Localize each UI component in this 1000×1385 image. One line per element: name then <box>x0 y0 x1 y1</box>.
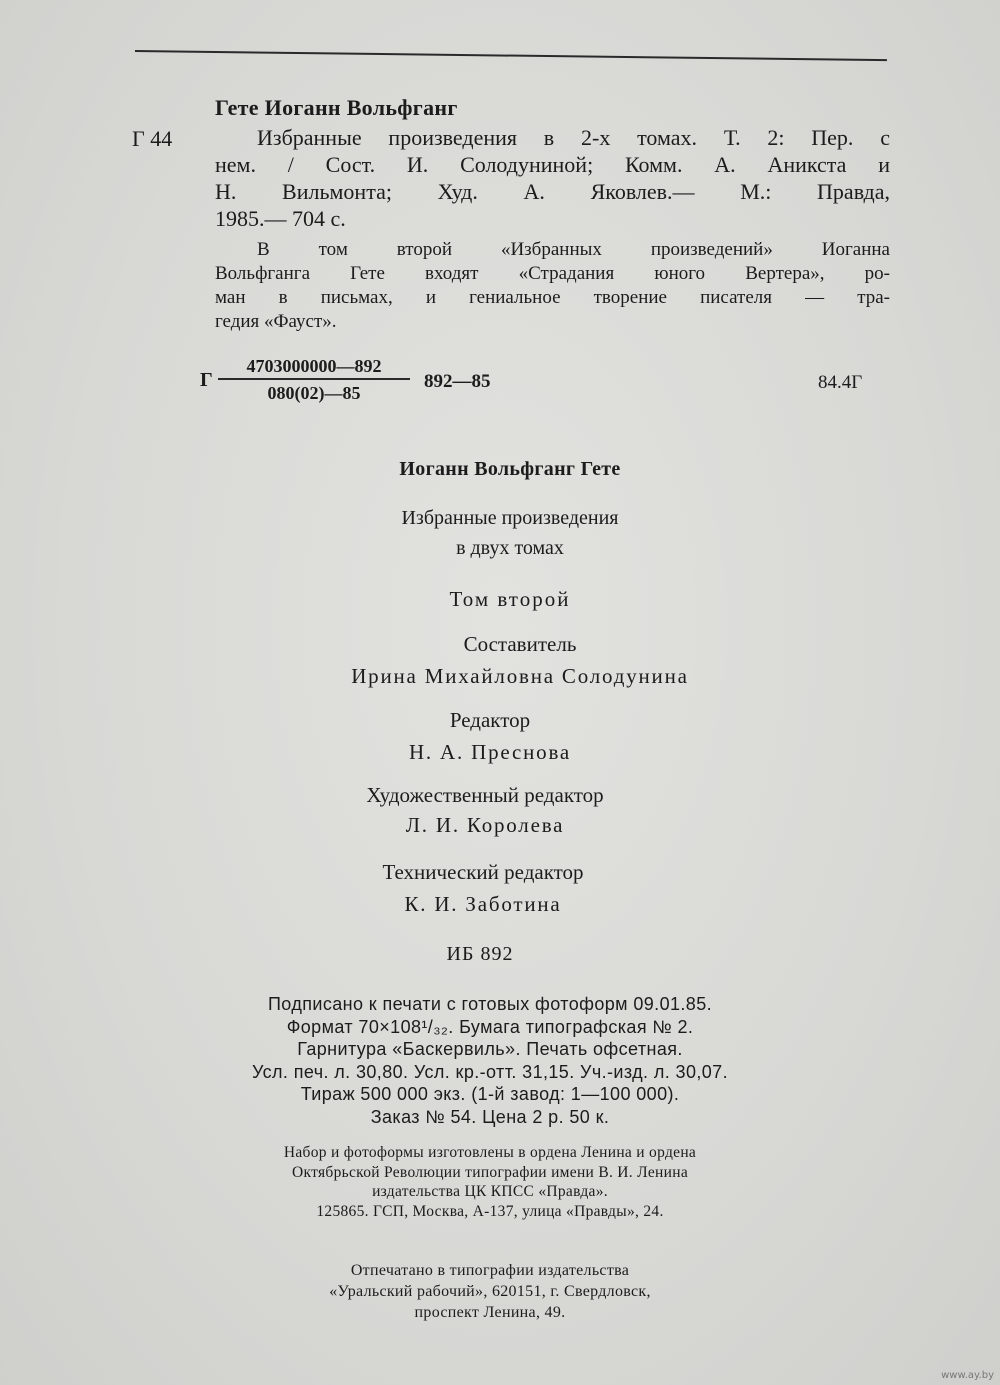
printer-line: Набор и фотоформы изготовлены в ордена Ленина и ордена <box>283 1144 697 1161</box>
card-author-heading: Гете Иоганн Вольфганг <box>215 95 458 120</box>
index-denominator: 080(02)—85 <box>267 383 361 403</box>
card-annotation <box>215 238 890 334</box>
printer-line: издательства ЦК КПСС «Правда». <box>372 1183 608 1200</box>
biblio-line: Избранные произведения в 2-х томах. Т. 2: Пер. с <box>257 125 890 150</box>
factory-line: проспект Ленина, 49. <box>414 1304 566 1321</box>
card-shelf-code: Г 44 <box>132 126 173 151</box>
annotation-line: Вольфганга Гете входят «Страдания юного Вертера», ро- <box>215 263 890 284</box>
printer-line: 125865. ГСП, Москва, А-137, улица «Правды», 24. <box>316 1202 664 1220</box>
print-specifications <box>100 993 880 1128</box>
art-editor-name: Л. И. Королева <box>405 813 565 837</box>
biblio-line: 1985.— 704 с. <box>215 206 346 231</box>
index-letter: Г <box>200 369 213 391</box>
work-title: Избранные произведения <box>401 507 619 529</box>
index-numerator: 4703000000—892 <box>218 354 410 380</box>
compiler-name: Ирина Михайловна Солодунина <box>351 664 689 688</box>
tech-editor-name: К. И. Заботина <box>404 892 562 916</box>
editor-role: Редактор <box>449 708 531 732</box>
typesetting-info <box>100 1143 880 1221</box>
imprint-line: Гарнитура «Баскервиль». Печать офсетная. <box>297 1039 683 1059</box>
annotation-line: В том второй «Избранных произведений» Иоганна <box>257 239 890 260</box>
site-watermark: www.ay.by <box>941 1370 994 1381</box>
biblio-line: нем. / Сост. И. Солодуниной; Комм. А. Аникста и <box>215 152 890 177</box>
compiler-role: Составитель <box>463 632 577 656</box>
imprint-line: Формат 70×108¹/₃₂. Бумага типографская № 2. <box>286 1016 694 1037</box>
art-editor-role: Художественный редактор <box>366 783 604 807</box>
imprint-line: Тираж 500 000 экз. (1-й завод: 1—100 000). <box>300 1084 680 1104</box>
editor-name: Н. А. Преснова <box>408 740 572 764</box>
tech-editor-role: Технический редактор <box>382 860 584 884</box>
index-fraction <box>218 354 410 406</box>
imprint-line: Усл. печ. л. 30,80. Усл. кр.-отт. 31,15. Уч.-изд. л. 30,07. <box>252 1061 728 1082</box>
imprint-line: Подписано к печати с готовых фотоформ 09.01.85. <box>267 994 713 1014</box>
volume-label: Том второй <box>449 587 571 611</box>
bbk-code: 84.4Г <box>818 372 863 393</box>
biblio-line: Н. Вильмонта; Худ. А. Яковлев.— М.: Правда, <box>215 179 890 204</box>
card-bibliographic-description <box>215 124 890 232</box>
work-subtitle: в двух томах <box>456 537 564 559</box>
annotation-line: гедия «Фауст». <box>215 311 337 332</box>
index-code: 892—85 <box>424 371 491 392</box>
annotation-line: ман в письмах, и гениальное творение писателя — тра- <box>215 287 890 308</box>
factory-line: Отпечатано в типографии издательства <box>350 1262 630 1279</box>
title-author: Иоганн Вольфганг Гете <box>399 458 621 480</box>
printer-line: Октябрьской Революции типографии имени В. И. Ленина <box>291 1163 689 1181</box>
printing-house-info <box>100 1260 880 1323</box>
factory-line: «Уральский рабочий», 620151, г. Свердловск, <box>329 1283 651 1300</box>
top-rule-divider <box>135 50 887 61</box>
ib-number: ИБ 892 <box>446 943 514 965</box>
imprint-line: Заказ № 54. Цена 2 р. 50 к. <box>370 1106 610 1127</box>
